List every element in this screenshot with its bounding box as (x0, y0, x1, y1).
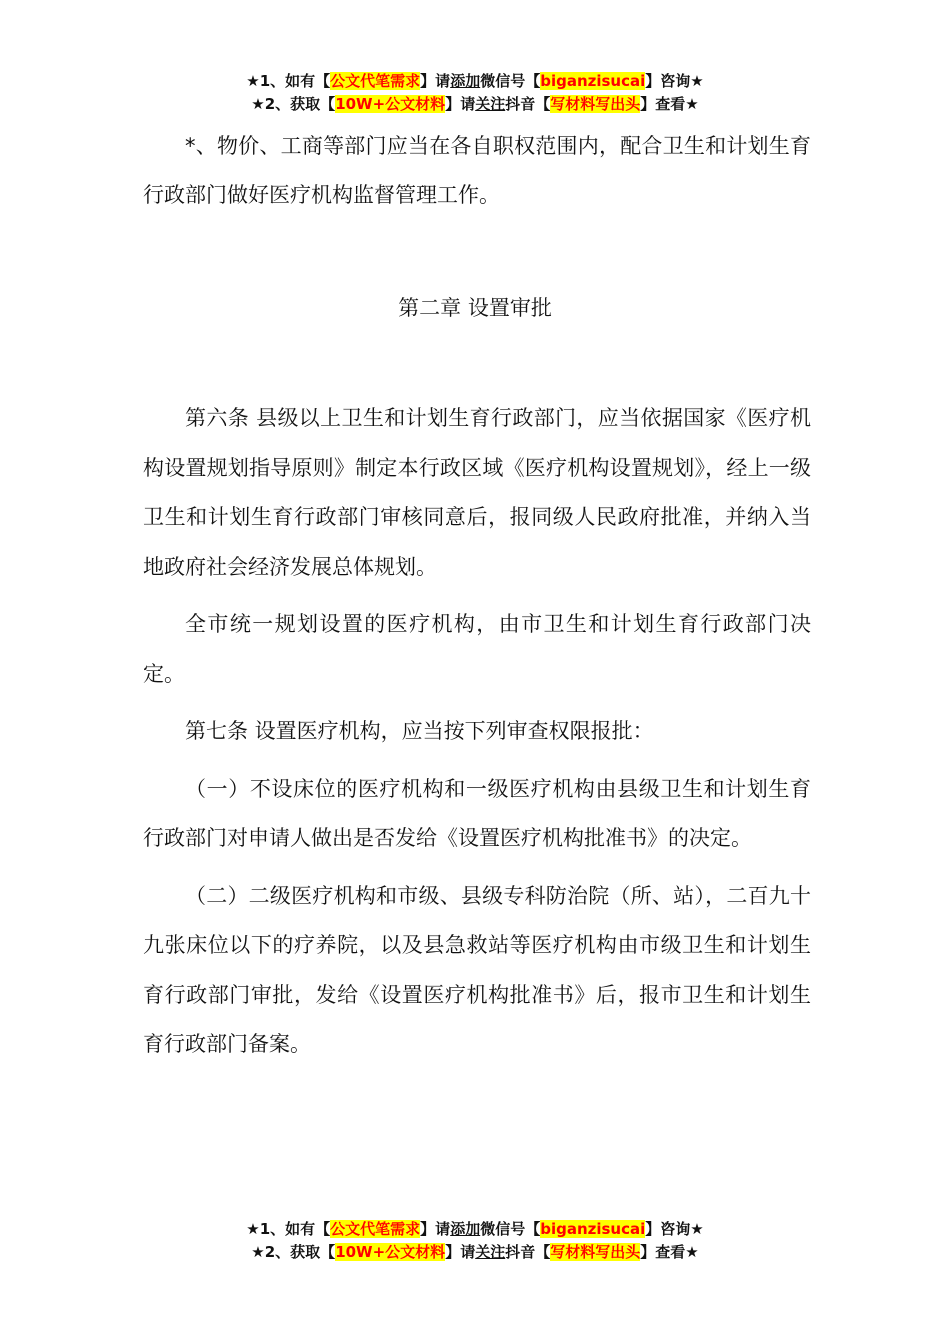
banner-line-1 (0, 70, 950, 93)
banner-text: 】请 (445, 1243, 476, 1261)
banner-line-2 (0, 93, 950, 116)
banner-text: 】请 (445, 95, 476, 113)
banner-emphasis: 关注 (475, 1243, 506, 1261)
banner-wechat-id: biganzisucai (540, 72, 646, 90)
banner-highlight: 10W+公文材料 (335, 1243, 446, 1261)
banner-line-2 (0, 1241, 950, 1264)
banner-emphasis: 添加 (450, 1220, 481, 1238)
banner-text: 】查看★ (640, 1243, 699, 1261)
paragraph-item-2: （二）二级医疗机构和市级、县级专科防治院（所、站），二百九十九张床位以下的疗养院，以及县急救站等医疗机构由市级卫生和计划生育行政部门审批，发给《设置医疗机构批准书》后，报市卫生和计划生育行政部门备案。 (143, 883, 811, 1056)
banner-text: 】请 (420, 1220, 451, 1238)
banner-wechat-id: biganzisucai (540, 1220, 646, 1238)
banner-text: 微信号【 (480, 1220, 541, 1238)
banner-text: 】查看★ (640, 95, 699, 113)
chapter-title: 第二章 设置审批 (398, 296, 552, 320)
banner-text: ★2、获取【 (251, 1243, 336, 1261)
banner-text: ★1、如有【 (246, 1220, 331, 1238)
banner-text: 抖音【 (505, 95, 551, 113)
banner-text: 】请 (420, 72, 451, 90)
paragraph-unified-planning: 全市统一规划设置的医疗机构，由市卫生和计划生育行政部门决定。 (143, 612, 811, 686)
banner-highlight: 公文代笔需求 (330, 72, 421, 90)
banner-emphasis: 添加 (450, 72, 481, 90)
banner-line-1 (0, 1218, 950, 1241)
banner-highlight: 10W+公文材料 (335, 95, 446, 113)
document-body (143, 394, 811, 1078)
banner-highlight: 公文代笔需求 (330, 1220, 421, 1238)
banner-text: 】咨询★ (645, 72, 704, 90)
banner-douyin-id: 写材料写出头 (550, 95, 641, 113)
document-body-top (143, 122, 811, 228)
banner-text: 微信号【 (480, 72, 541, 90)
banner-douyin-id: 写材料写出头 (550, 1243, 641, 1261)
banner-text: 抖音【 (505, 1243, 551, 1261)
banner-text: 】咨询★ (645, 1220, 704, 1238)
paragraph-item-1: （一）不设床位的医疗机构和一级医疗机构由县级卫生和计划生育行政部门对申请人做出是否发给《设置医疗机构批准书》的决定。 (143, 776, 811, 850)
header-banner (0, 70, 950, 116)
footer-banner (0, 1218, 950, 1264)
paragraph-intro: *、物价、工商等部门应当在各自职权范围内，配合卫生和计划生育行政部门做好医疗机构监督管理工作。 (143, 134, 811, 207)
banner-emphasis: 关注 (475, 95, 506, 113)
banner-text: ★2、获取【 (251, 95, 336, 113)
paragraph-article-6: 第六条 县级以上卫生和计划生育行政部门，应当依据国家《医疗机构设置规划指导原则》制定本行政区域《医疗机构设置规划》，经上一级卫生和计划生育行政部门审核同意后，报同级人民政府批准，并纳入当地政府社会经济发展总体规划。 (143, 406, 811, 579)
banner-text: ★1、如有【 (246, 72, 331, 90)
paragraph-article-7: 第七条 设置医疗机构，应当按下列审查权限报批： (185, 719, 654, 743)
